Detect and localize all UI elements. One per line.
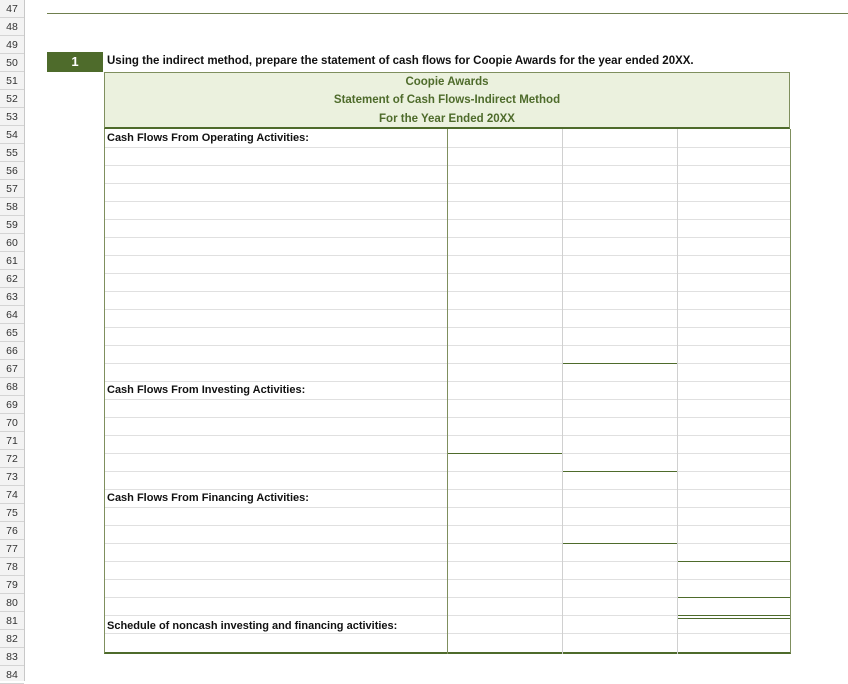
row-number[interactable]: 61 (0, 252, 24, 270)
row-number[interactable]: 66 (0, 342, 24, 360)
question-number-badge: 1 (47, 52, 103, 72)
total-underline (678, 561, 790, 562)
row-number[interactable]: 76 (0, 522, 24, 540)
row-number[interactable]: 80 (0, 594, 24, 612)
row-header (0, 0, 25, 681)
row-number[interactable]: 83 (0, 648, 24, 666)
row-number[interactable]: 81 (0, 612, 24, 630)
row-number[interactable]: 64 (0, 306, 24, 324)
total-underline (563, 471, 677, 472)
row-number[interactable]: 77 (0, 540, 24, 558)
row-number[interactable]: 62 (0, 270, 24, 288)
row-number[interactable]: 71 (0, 432, 24, 450)
row-number[interactable]: 49 (0, 36, 24, 54)
row-number[interactable]: 79 (0, 576, 24, 594)
row-number[interactable]: 73 (0, 468, 24, 486)
column-separator (562, 129, 563, 654)
row-number[interactable]: 84 (0, 666, 24, 684)
operating-section-label: Cash Flows From Operating Activities: (107, 132, 309, 144)
statement-period: For the Year Ended 20XX (379, 113, 515, 125)
total-underline (678, 615, 790, 616)
statement-title: Statement of Cash Flows-Indirect Method (333, 94, 561, 106)
row-number[interactable]: 58 (0, 198, 24, 216)
column-separator (447, 129, 448, 654)
total-underline (678, 618, 790, 619)
row-number[interactable]: 82 (0, 630, 24, 648)
row-number[interactable]: 63 (0, 288, 24, 306)
row-number[interactable]: 53 (0, 108, 24, 126)
row-number[interactable]: 74 (0, 486, 24, 504)
investing-section-label: Cash Flows From Investing Activities: (107, 384, 306, 396)
company-name: Coopie Awards (405, 76, 489, 88)
row-number[interactable]: 65 (0, 324, 24, 342)
financing-section-label: Cash Flows From Financing Activities: (107, 492, 309, 504)
column-separator (677, 129, 678, 654)
row-number[interactable]: 52 (0, 90, 24, 108)
row-number[interactable]: 78 (0, 558, 24, 576)
row-number[interactable]: 68 (0, 378, 24, 396)
row-number[interactable]: 67 (0, 360, 24, 378)
row-number[interactable]: 75 (0, 504, 24, 522)
row-number[interactable]: 51 (0, 72, 24, 90)
row-number[interactable]: 72 (0, 450, 24, 468)
row-number[interactable]: 59 (0, 216, 24, 234)
total-underline (678, 597, 790, 598)
row-number[interactable]: 54 (0, 126, 24, 144)
noncash-schedule-label: Schedule of noncash investing and financing activities: (107, 620, 398, 632)
total-underline (563, 363, 677, 364)
row-number[interactable]: 57 (0, 180, 24, 198)
total-underline (448, 453, 562, 454)
row-number[interactable]: 70 (0, 414, 24, 432)
row-number[interactable]: 47 (0, 0, 24, 18)
top-rule (47, 13, 848, 14)
row-number[interactable]: 55 (0, 144, 24, 162)
row-number[interactable]: 69 (0, 396, 24, 414)
row-number[interactable]: 48 (0, 18, 24, 36)
row-number[interactable]: 56 (0, 162, 24, 180)
total-underline (563, 543, 677, 544)
row-number[interactable]: 60 (0, 234, 24, 252)
row-number[interactable]: 50 (0, 54, 24, 72)
question-text: Using the indirect method, prepare the statement of cash flows for Coopie Awards for the year ended 20XX. (107, 55, 694, 67)
